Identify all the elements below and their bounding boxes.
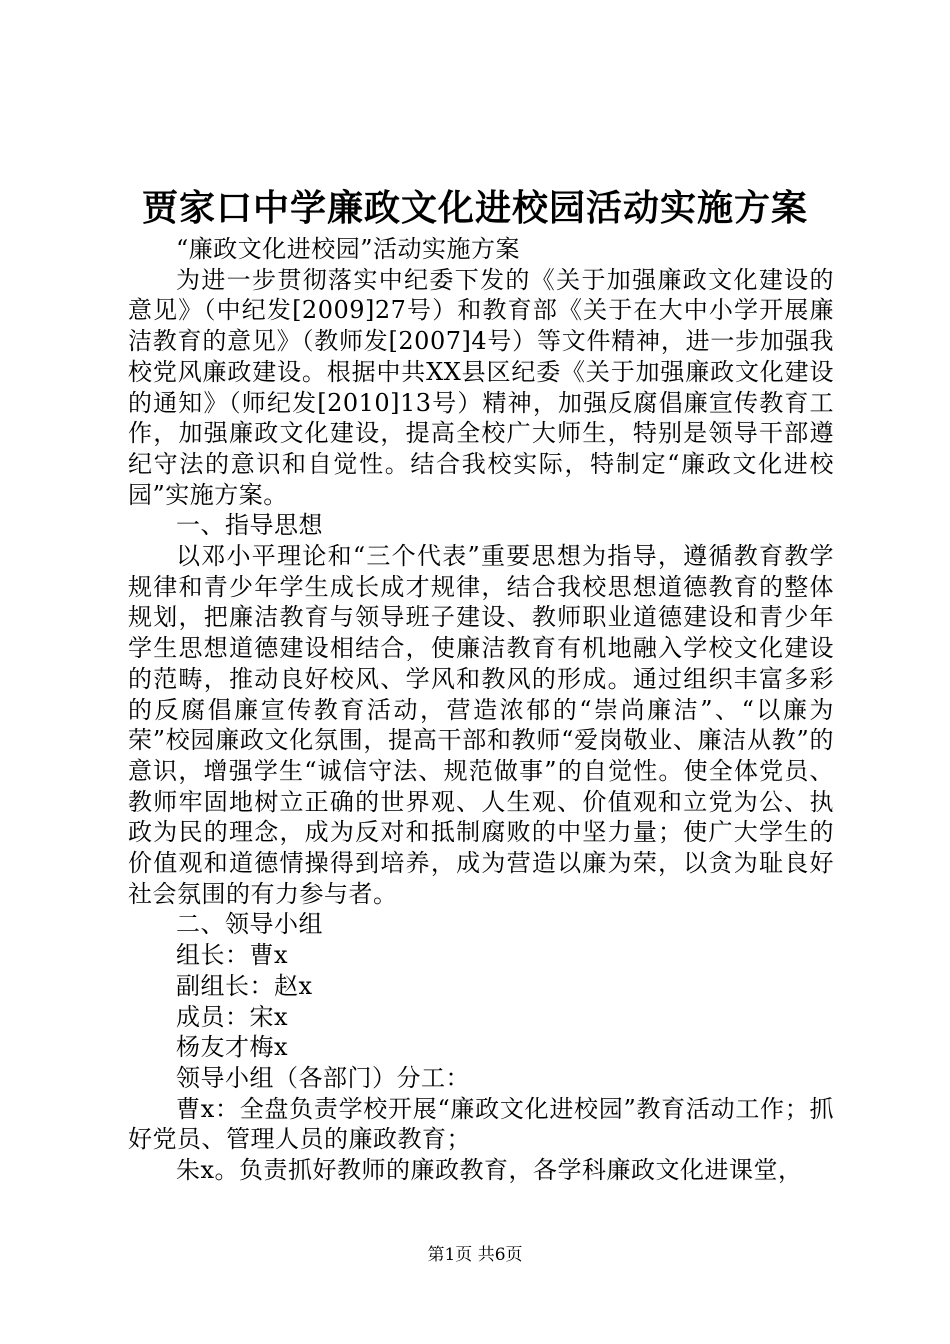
document-body xyxy=(128,234,834,1186)
duty-paragraph-zhu: 朱x。负责抓好教师的廉政教育，各学科廉政文化进课堂， xyxy=(176,1156,803,1185)
members-line: 成员：宋x xyxy=(176,1002,289,1031)
deputy-leader-line: 副组长：赵x xyxy=(176,971,313,1000)
members-line-2: 杨友才梅x xyxy=(176,1033,289,1062)
section-heading-leadership-group: 二、领导小组 xyxy=(176,910,323,939)
group-leader-line: 组长：曹x xyxy=(176,941,289,970)
section-heading-guiding-ideology: 一、指导思想 xyxy=(176,511,323,540)
intro-paragraph: 为进一步贯彻落实中纪委下发的《关于加强廉政文化建设的意见》（中纪发[2009]27号）和教育部《关于在大中小学开展廉洁教育的意见》（教师发[2007]4号）等文件精神，进一步加强我校党风廉政建设。根据中共XX县区纪委《关于加强廉政文化建设的通知》（师纪发[2010]13号）精神，加强反腐倡廉宣传教育工作，加强廉政文化建设，提高全校广大师生，特别是领导干部遵纪守法的意识和自觉性。结合我校实际，特制定“廉政文化进校园”实施方案。 xyxy=(128,265,834,509)
page-number-footer: 第1页 共6页 xyxy=(427,1245,523,1265)
division-of-labor-heading: 领导小组（各部门）分工： xyxy=(176,1063,470,1092)
guiding-ideology-paragraph: 以邓小平理论和“三个代表”重要思想为指导，遵循教育教学规律和青少年学生成长成才规律，结合我校思想道德教育的整体规划，把廉洁教育与领导班子建设、教师职业道德建设和青少年学生思想道德建设相结合，使廉洁教育有机地融入学校文化建设的范畴，推动良好校风、学风和教风的形成。通过组织丰富多彩的反腐倡廉宣传教育活动，营造浓郁的“崇尚廉洁”、“以廉为荣”校园廉政文化氛围，提高干部和教师“爱岗敬业、廉洁从教”的意识，增强学生“诚信守法、规范做事”的自觉性。使全体党员、教师牢固地树立正确的世界观、人生观、价值观和立党为公、执政为民的理念，成为反对和抵制腐败的中坚力量；使广大学生的价值观和道德情操得到培养，成为营造以廉为荣，以贪为耻良好社会氛围的有力参与者。 xyxy=(128,542,834,908)
subtitle-paragraph: “廉政文化进校园”活动实施方案 xyxy=(176,235,521,263)
duty-paragraph-cao: 曹x：全盘负责学校开展“廉政文化进校园”教育活动工作；抓好党员、管理人员的廉政教育； xyxy=(128,1094,834,1154)
document-title: 贾家口中学廉政文化进校园活动实施方案 xyxy=(141,187,808,229)
